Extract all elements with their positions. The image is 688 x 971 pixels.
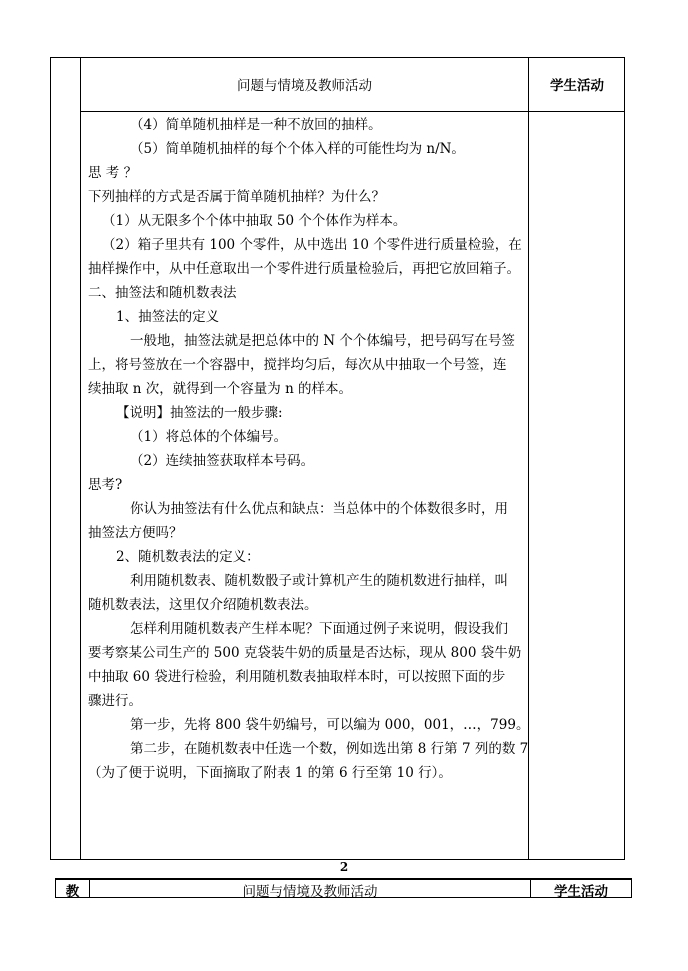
page-number: 2 — [339, 860, 349, 874]
content-line: （4）简单随机抽样是一种不放回的抽样。 — [130, 117, 382, 133]
content-line: 二、抽签法和随机数表法 — [88, 285, 237, 301]
content-line: 【说明】抽签法的一般步骤: — [116, 405, 283, 421]
content-line: 抽样操作中，从中任意取出一个零件进行质量检验后，再把它放回箱子。 — [88, 261, 520, 277]
content-line: 中抽取 60 袋进行检验，利用随机数表抽取样本时，可以按照下面的步 — [88, 669, 506, 685]
content-line: 续抽取 n 次，就得到一个容量为 n 的样本。 — [88, 381, 353, 397]
content-line: 思考? — [88, 477, 123, 493]
content-line: （2）箱子里共有 100 个零件，从中选出 10 个零件进行质量检验，在 — [102, 237, 522, 253]
content-line: （5）简单随机抽样的每个个体入样的可能性均为 n/N。 — [130, 141, 465, 157]
table2-header-main: 问题与情境及教师活动 — [242, 884, 378, 900]
content-line: 抽签法方便吗？ — [88, 525, 183, 541]
col-divider-left — [80, 57, 81, 860]
content-line: 2、随机数表法的定义： — [116, 549, 260, 565]
header-row-divider — [80, 111, 625, 112]
content-line: 第一步，先将 800 袋牛奶编号，可以编为 000，001，…，799。 — [130, 717, 530, 733]
content-line: （2）连续抽签获取样本号码。 — [130, 453, 315, 469]
content-line: 要考察某公司生产的 500 克袋装牛奶的质量是否达标，现从 800 袋牛奶 — [88, 645, 522, 661]
content-line: 随机数表法，这里仅介绍随机数表法。 — [88, 597, 318, 613]
content-line: 骤进行。 — [88, 693, 142, 709]
content-line: 利用随机数表、随机数骰子或计算机产生的随机数进行抽样，叫 — [130, 573, 508, 589]
content-line: 一般地，抽签法就是把总体中的 N 个个体编号，把号码写在号签 — [130, 333, 515, 349]
content-line: 怎样利用随机数表产生样本呢？下面通过例子来说明，假设我们 — [130, 621, 508, 637]
content-line: 第二步，在随机数表中任选一个数，例如选出第 8 行第 7 列的数 7 — [130, 741, 529, 757]
content-line: （为了便于说明，下面摘取了附表 1 的第 6 行至第 10 行）。 — [88, 765, 452, 781]
table2-header-student: 学生活动 — [554, 884, 608, 900]
content-line: （1）将总体的个体编号。 — [130, 429, 288, 445]
table1-header-main: 问题与情境及教师活动 — [237, 78, 372, 94]
table2-header-first: 教 — [65, 884, 80, 900]
content-line: 下列抽样的方式是否属于简单随机抽样？为什么？ — [88, 189, 385, 205]
content-line: 你认为抽签法有什么优点和缺点：当总体中的个体数很多时，用 — [130, 501, 508, 517]
content-line: 思 考 ？ — [88, 165, 138, 181]
content-line: 1、抽签法的定义 — [116, 309, 220, 325]
content-line: （1）从无限多个个体中抽取 50 个个体作为样本。 — [102, 213, 407, 229]
table1-header-student: 学生活动 — [550, 78, 604, 94]
content-line: 上，将号签放在一个容器中，搅拌均匀后，每次从中抽取一个号签，连 — [88, 357, 507, 373]
